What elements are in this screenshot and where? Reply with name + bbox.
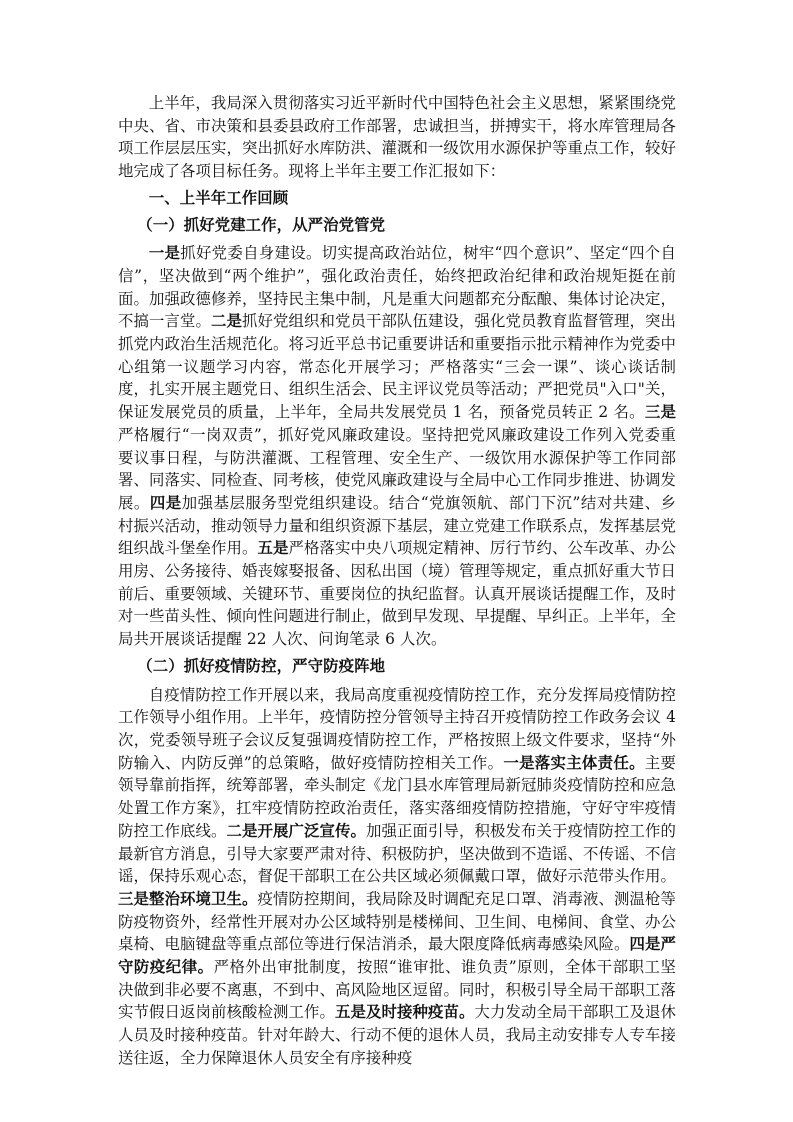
epidemic-text-2: 加强正面引导，积极发布关于疫情防控工作的最新官方消息，引导大家要严肃对待、积极防护，坚决做到不造谣、不传谣、不信谣，保持乐观心态，督促干部职工在公共区域必须佩戴口罩，做好示范带头作用。 bbox=[118, 821, 676, 886]
intro-paragraph: 上半年，我局深入贯彻落实习近平新时代中国特色社会主义思想，紧紧围绕党中央、省、市决策和县委县政府工作部署，忠诚担当，拼搏实干，将水库管理局各项工作层层压实，突出抓好水库防洪、灌溉和一级饮用水源保护等重点工作，较好地完成了各项目标任务。现将上半年主要工作汇报如下： bbox=[118, 94, 676, 181]
point-lead-5: 五是 bbox=[257, 539, 289, 558]
epidemic-intro: 自疫情防控工作开展以来，我局高度重视疫情防控工作，充分发挥局疫情防控工作领导小组作用。上半年，疫情防控分管领导主持召开疫情防控工作政务会议 4 次，党委领导班子会议反复强调疫情防控工作，严格按照上级文件要求，坚持“外防输入、内防反弹”的总策略，做好疫情防控相关工作。 bbox=[118, 685, 676, 772]
point-text-3: 严格履行“一岗双责”，抓好党风廉政建设。坚持把党风廉政建设工作列入党委重要议事日程，与防洪灌溉、工程管理、安全生产、一级饮用水源保护等工作同部署、同落实、同检查、同考核，使党风廉政建设与全局中心工作同步推进、协调发展。 bbox=[118, 425, 676, 512]
epidemic-text-5: 大力发动全局干部职工及退休人员及时接种疫苗。针对年龄大、行动不便的退休人员，我局主动安排专人专车接送往返，全力保障退休人员安全有序接种疫 bbox=[118, 1003, 676, 1067]
epidemic-lead-5: 五是及时接种疫苗。 bbox=[335, 1003, 475, 1022]
point-lead-3: 三是 bbox=[644, 403, 677, 422]
epidemic-text-1: 主要领导靠前指挥，统筹部署，牵头制定《龙门县水库管理局新冠肺炎疫情防控和应急处置工作方案》，扛牢疫情防控政治责任，落实落细疫情防控措施，守好守牢疫情防控工作底线。 bbox=[118, 753, 677, 840]
epidemic-text-3: 疫情防控期间，我局除及时调配充足口罩、消毒液、测温枪等防疫物资外，经常性开展对办公区域特别是楼梯间、卫生间、电梯间、食堂、办公桌椅、电脑键盘等重点部位等进行保洁消杀，最大限度降低病毒感染风险。 bbox=[118, 889, 676, 954]
epidemic-text-4: 严格外出审批制度，按照“谁审批、谁负责”原则，全体干部职工坚决做到非必要不离惠，不到中、高风险地区逗留。同时，积极引导全局干部职工落实节假日返岗前核酸检测工作。 bbox=[118, 958, 676, 1022]
epidemic-lead-3: 三是整治环境卫生。 bbox=[118, 889, 258, 908]
section-heading-review: 一、上半年工作回顾 bbox=[148, 188, 289, 207]
epidemic-paragraph bbox=[118, 684, 676, 1070]
subsection-heading-epidemic: （二）抓好疫情防控，严守防疫阵地 bbox=[137, 656, 386, 675]
document-page bbox=[118, 92, 676, 1070]
point-lead-4: 四是 bbox=[149, 493, 182, 512]
epidemic-lead-2: 二是开展广泛宣传。 bbox=[226, 821, 366, 840]
point-lead-2: 二是 bbox=[211, 312, 242, 331]
point-text-5: 严格落实中央八项规定精神、厉行节约、公车改革、办公用房、公务接待、婚丧嫁娶报备、因私出国（境）管理等规定，重点抓好重大节日前后、重要领域、关键环节、重要岗位的执纪监督。认真开展谈话提醒工作，及时对一些苗头性、倾向性问题进行制止，做到早发现、早提醒、早纠正。上半年，全局共开展谈话提醒 22 人次、问询笔录 6 人次。 bbox=[118, 539, 676, 649]
point-text-1: 抓好党委自身建设。切实提高政治站位，树牢“四个意识”、坚定“四个自信”，坚决做到“两个维护”，强化政治责任，始终把政治纪律和政治规矩挺在前面。加强政德修养，坚持民主集中制，凡是重大问题都充分酝酿、集体讨论决定，不搞一言堂。 bbox=[118, 244, 677, 331]
point-text-2: 抓好党组织和党员干部队伍建设，强化党员教育监督管理，突出抓党内政治生活规范化。将习近平总书记重要讲话和重要指示批示精神作为党委中心组第一议题学习内容，常态化开展学习；严格落实“三会一课”、谈心谈话制度，扎实开展主题党日、组织生活会、民主评议党员等活动；严把党员"入口"关，保证发展党员的质量，上半年，全局共发展党员 1 名，预备党员转正 2 名。 bbox=[118, 312, 676, 422]
epidemic-lead-4: 四是严守防疫纪律。 bbox=[118, 935, 676, 977]
subsection-heading-party-building: （一）抓好党建工作，从严治党管党 bbox=[137, 215, 386, 234]
epidemic-lead-1: 一是落实主体责任。 bbox=[503, 753, 645, 772]
point-text-4: 加强基层服务型党组织建设。结合“党旗领航、部门下沉”结对共建、乡村振兴活动，推动领导力量和组织资源下基层，建立党建工作联系点，发挥基层党组织战斗堡垒作用。 bbox=[118, 493, 677, 558]
party-building-paragraph bbox=[118, 242, 676, 651]
point-lead-1: 一是 bbox=[148, 244, 181, 263]
